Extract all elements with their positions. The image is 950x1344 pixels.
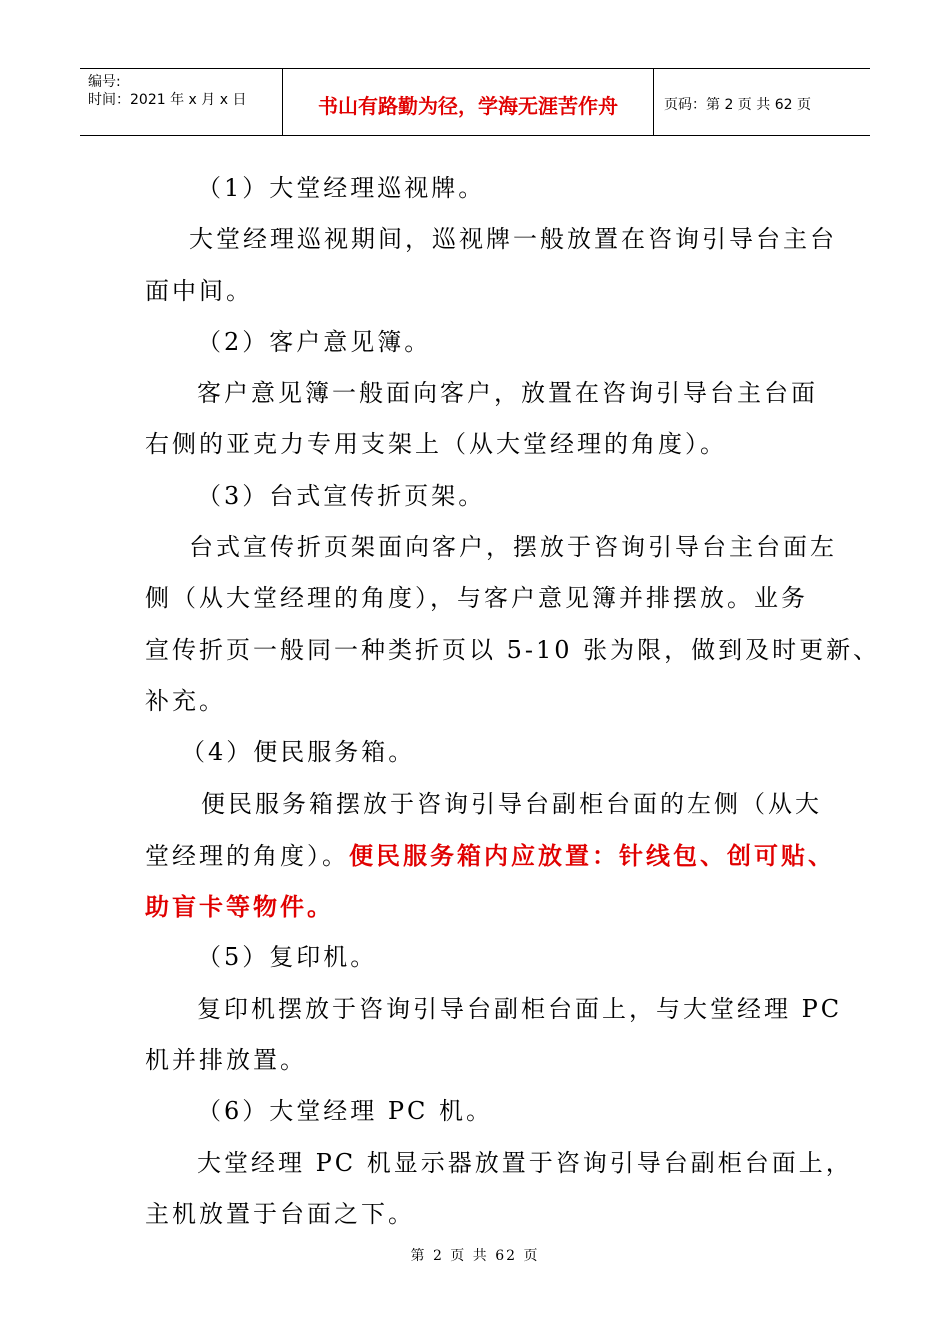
text-line xyxy=(145,881,835,932)
text-line xyxy=(145,676,835,727)
document-date: 时间：2021 年 x 月 x 日 xyxy=(88,92,247,108)
document-body xyxy=(145,163,881,1240)
text-line-body: 侧（从大堂经理的角度），与客户意见簿并排摆放。业务 xyxy=(145,584,808,613)
text-line xyxy=(145,163,835,214)
text-line xyxy=(145,830,835,881)
header-meta xyxy=(80,69,283,135)
text-line-body: 台式宣传折页架面向客户，摆放于咨询引导台主台面左 xyxy=(189,533,837,562)
text-line-body: （4）便民服务箱。 xyxy=(181,738,416,767)
text-line-body: （1）大堂经理巡视牌。 xyxy=(197,174,486,202)
page-footer: 第 2 页 共 62 页 xyxy=(410,1248,540,1264)
text-line xyxy=(145,471,835,522)
text-line xyxy=(145,522,835,573)
text-line-body: （2）客户意见簿。 xyxy=(197,327,432,356)
highlighted-text: 便民服务箱内应放置：针线包、创可贴、 xyxy=(349,840,835,870)
text-line xyxy=(145,984,843,1035)
text-line-body: 主机放置于台面之下。 xyxy=(145,1199,415,1228)
text-line xyxy=(145,932,835,983)
text-line-body: （6）大堂经理 PC 机。 xyxy=(197,1097,494,1126)
text-line xyxy=(145,1035,835,1086)
text-line xyxy=(145,368,835,419)
header-page-info: 页码：第 2 页 共 62 页 xyxy=(664,97,811,113)
text-line-body: 面中间。 xyxy=(145,276,253,305)
text-line-body: 大堂经理 PC 机显示器放置于咨询引导台副柜台面上， xyxy=(197,1148,853,1177)
page-header xyxy=(80,68,870,136)
text-line xyxy=(145,1086,835,1137)
text-line xyxy=(145,214,835,265)
text-line xyxy=(145,1138,853,1189)
text-line xyxy=(145,573,835,624)
text-line xyxy=(145,266,835,317)
text-line xyxy=(145,419,835,470)
text-line-body: 宣传折页一般同一种类折页以 5-10 张为限，做到及时更新、 xyxy=(145,635,881,664)
text-line-body: 大堂经理巡视期间，巡视牌一般放置在咨询引导台主台 xyxy=(189,225,837,254)
text-line-body: （3）台式宣传折页架。 xyxy=(197,481,486,510)
text-line xyxy=(145,727,835,778)
text-line xyxy=(145,317,835,368)
text-line-body: 客户意见簿一般面向客户，放置在咨询引导台主台面 xyxy=(197,379,818,408)
text-line-body: 机并排放置。 xyxy=(145,1046,307,1075)
text-line-body: 右侧的亚克力专用支架上（从大堂经理的角度）。 xyxy=(145,430,727,459)
text-line xyxy=(145,625,881,676)
text-line-body: 堂经理的角度）。 xyxy=(145,841,349,870)
text-line-body: 便民服务箱摆放于咨询引导台副柜台面的左侧（从大 xyxy=(201,789,822,818)
text-line-body: 补充。 xyxy=(145,686,226,715)
highlighted-text: 助盲卡等物件。 xyxy=(145,892,334,922)
document-number-label: 编号: xyxy=(88,74,121,90)
header-motto: 书山有路勤为径，学海无涯苦作舟 xyxy=(283,69,654,135)
text-line-body: （5）复印机。 xyxy=(197,943,378,972)
text-line xyxy=(145,1189,835,1240)
text-line-body: 复印机摆放于咨询引导台副柜台面上，与大堂经理 PC xyxy=(197,994,843,1023)
text-line xyxy=(145,779,835,830)
